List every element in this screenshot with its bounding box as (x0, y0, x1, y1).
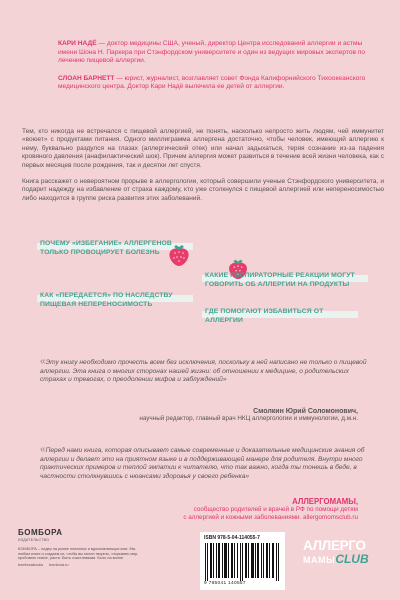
feature-4: ГДЕ ПОМОГАЮТ ИЗБАВИТЬСЯ ОТ АЛЛЕРГИИ (205, 308, 355, 325)
publisher-links (18, 563, 148, 567)
publisher-logo: БОМБОРА (18, 528, 63, 537)
quote-2-desc-1: сообщество родителей и врачей в РФ по помощи детям (193, 506, 358, 513)
author-1 (58, 40, 378, 66)
publisher-description: БОМБОРА – лидер на рынке полезных и вдохновляющих книг. Мы любим книги и создаем их, чтобы вы могли творить, открывать мир, пробовать новое, расти. Быть счастливыми. Быть на волне. (18, 547, 139, 561)
features-block (40, 240, 380, 345)
quote-1-text: Эту книгу необходимо прочесть всем без исключения, поскольку в ней написано не только о пищевой аллергии. Эта книга о многих сторонах нашей жизни: об отношении к медицине, о родительских страхах и тревогах, о преодолении мифов и заблуждений» (40, 359, 367, 384)
publisher-site[interactable]: bombora.ru (49, 562, 69, 567)
quote-2 (40, 446, 370, 481)
quote-1-author: Смолкин Юрий Соломонович, (253, 408, 358, 415)
club-logo-top: АЛЛЕРГО (303, 538, 366, 553)
quote-mark-icon: « (40, 444, 46, 455)
quote-2-desc-2: с аллергией и кожными заболеваниями. allergomomsclub.ru (183, 513, 358, 521)
intro-paragraph-1: Тем, кто никогда не встречался с пищевой аллергией, не понять, насколько непросто жить людям, чей иммунитет «воюет» с продуктами питания. Одного миллиграмма аллергена достаточно, чтобы человек, имеющий аллергию к нему, буквально раздулся на глазах (аллергический отек) или начал задыхаться, теряя сознание из-за падения кровяного давления (анафилактический шок). Причем аллергия может развиться в течение всей жизни человека, как с первых месяцев после рождения, так и десятки лет спустя. (22, 128, 384, 169)
quote-2-org: АЛЛЕРГОМАМЫ, (292, 497, 358, 506)
feature-3: КАКИЕ РЕСПИРАТОРНЫЕ РЕАКЦИИ МОГУТ ГОВОРИТЬ ОБ АЛЛЕРГИИ НА ПРОДУКТЫ (205, 272, 365, 289)
feature-2: КАК «ПЕРЕДАЕТСЯ» ПО НАСЛЕДСТВУ ПИЩЕВАЯ НЕПЕРЕНОСИМОСТЬ (40, 292, 190, 309)
club-logo-club: CLUB (335, 552, 369, 566)
intro-text (22, 128, 384, 211)
quote-2-text: Перед нами книга, которая описывает самые современные и доказательные медицинские знания об аллергии и делает это на приятном языке и в поддерживающей манере для родителя. Внутри много практических примеров и теплой эмпатии к читателю, что так важно, когда ты тонешь в беде, в частности столкнувшись с нюансами здоровья у своего ребенка» (40, 447, 365, 480)
quote-1-signature (138, 408, 358, 423)
author-2 (58, 75, 378, 92)
publisher-block (18, 528, 148, 567)
publisher-sub: ИЗДАТЕЛЬСТВО (18, 538, 50, 542)
isbn-text: ISBN 978-5-04-114055-7 (204, 535, 260, 541)
quote-2-signature (128, 497, 358, 522)
author-1-bio: — доктор медицины США, ученый, директор Центра исследований аллергии и астмы имени Шона Н. Паркера при Стэнфордском университете и один из ведущих мировых экспертов по лечению пищевой аллергии. (58, 40, 366, 65)
author-2-bio: — юрист, журналист, возглавляет совет Фонда Калифорнийского Тихоокеанского медицинского центра. Доктор Кари Надё вылечила ее детей от аллергии. (58, 74, 366, 91)
feature-1: ПОЧЕМУ «ИЗБЕГАНИЕ» АЛЛЕРГЕНОВ ТОЛЬКО ПРОВОЦИРУЕТ БОЛЕЗНЬ (40, 240, 190, 257)
quote-1 (40, 358, 370, 385)
quote-mark-icon: « (40, 356, 46, 367)
barcode (200, 532, 285, 590)
allergomamy-club-logo (303, 538, 383, 578)
club-logo-mamy: МАМЫ (303, 555, 336, 565)
quote-1-role: научный редактор, главный врач НКЦ аллергологии и иммунологии, д.м.н. (139, 415, 358, 422)
author-1-name: КАРИ НАДЁ (58, 40, 97, 47)
intro-paragraph-2: Книга расскажет о невероятном прорыве в аллергологии, который совершили ученые Стэнфордского университета, и подарит надежду на избавление от страха каждому, кто уже столкнулся с пищевой аллергией или непереносимостью либо находится в группе риска развития этих заболеваний. (22, 178, 384, 202)
publisher-social[interactable]: bomborabooks (18, 562, 44, 567)
authors-section (58, 40, 378, 101)
barcode-bars (205, 543, 280, 581)
barcode-digits: 9 785041 140557 (204, 581, 246, 586)
author-2-name: СЛОАН БАРНЕТТ (58, 74, 115, 82)
